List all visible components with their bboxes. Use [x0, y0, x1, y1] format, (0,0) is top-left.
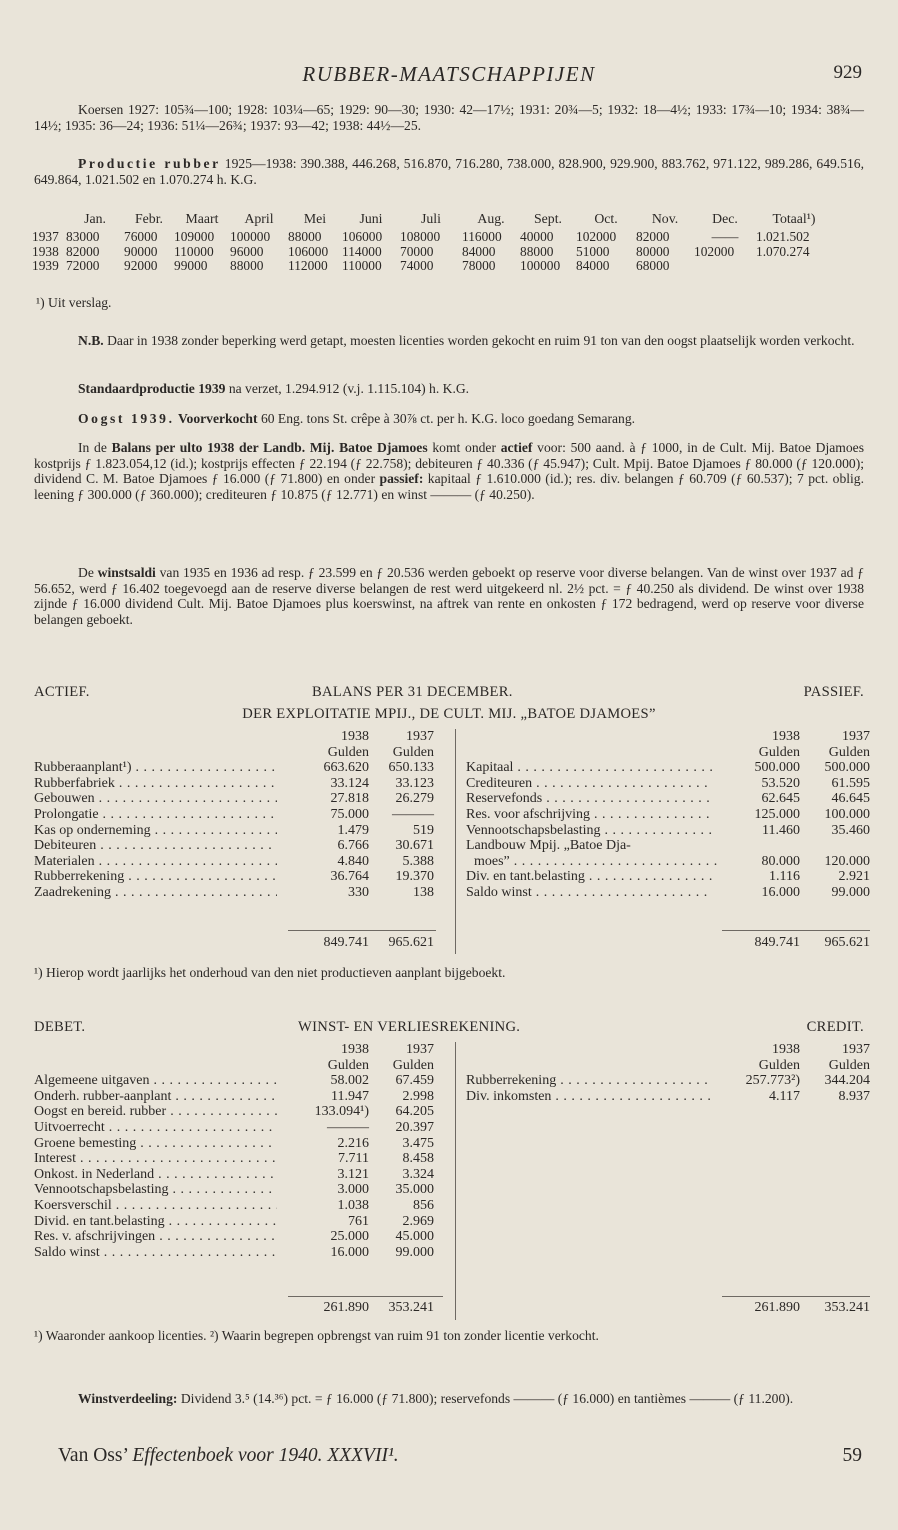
production-col-header: Oct. [594, 211, 618, 226]
line-item [466, 838, 866, 854]
production-cell: 72000 [66, 258, 100, 274]
line-item [466, 775, 870, 792]
value-1937: 99.000 [395, 1244, 434, 1260]
value-1938: 500.000 [754, 760, 800, 776]
production-cell: 84000 [462, 243, 496, 259]
value-1937: 2.998 [402, 1088, 434, 1104]
nb-text: Daar in 1938 zonder beperking werd getapt, moesten licenties worden gekocht en ruim 91 ton van den oogst plaatselijk worden verkocht. [107, 333, 855, 348]
value-1937: 100.000 [824, 806, 870, 822]
line-item-label: Res. v. afschrijvingen . . . [34, 1229, 277, 1245]
value-1937: 26.279 [395, 791, 434, 807]
value-1938: 125.000 [754, 806, 800, 822]
line-item-label: Algemeene uitgaven . . . [34, 1073, 277, 1089]
currency-1938: Gulden [758, 1057, 800, 1073]
year-1937: 1937 [842, 729, 870, 744]
total-1937: 353.241 [824, 1300, 870, 1315]
balance-total-rule-left [288, 930, 436, 931]
production-cell: 102000 [576, 228, 617, 244]
footer-page-number: 59 [842, 1445, 862, 1466]
oogst-text: 60 Eng. tons St. crêpe à 30⅞ ct. per h. K.G. loco goedang Semarang. [260, 411, 636, 426]
currency-1937: Gulden [392, 1057, 434, 1073]
production-cell: 1939 [32, 258, 59, 274]
line-item-label: Saldo winst . . . [466, 885, 712, 901]
production-cell: 88000 [520, 243, 554, 259]
line-item-label: Rubberfabriek . . . [34, 776, 277, 792]
line-item-label: Materialen . . . [34, 854, 277, 870]
line-item-label: Oogst en bereid. rubber . . . [34, 1104, 277, 1120]
page-title: RUBBER-MAATSCHAPPIJEN [302, 62, 596, 86]
production-col-header: April [244, 211, 274, 226]
line-item-label: Saldo winst . . . [34, 1245, 277, 1261]
production-col-header [32, 212, 66, 230]
production-cell: 82000 [636, 228, 670, 244]
production-col-header: Mei [303, 211, 327, 226]
value-1937: 8.937 [838, 1088, 870, 1104]
value-1938: 11.460 [762, 822, 800, 838]
footer-source-plain: Van Oss’ [58, 1445, 128, 1466]
production-cell: 74000 [400, 258, 434, 274]
production-col-header: Sept. [534, 211, 562, 226]
pl-debet [34, 1042, 439, 1315]
line-item-label: Kapitaal . . . [466, 760, 712, 776]
value-1937: 3.475 [402, 1135, 434, 1151]
line-item [34, 838, 434, 854]
line-item-label: Div. inkomsten . . . [466, 1089, 712, 1105]
line-item [34, 1120, 439, 1136]
production-col-header: Aug. [477, 211, 505, 226]
value-1937: 45.000 [395, 1229, 434, 1245]
line-item-label: Rubberrekening . . . [466, 1073, 712, 1089]
line-item [466, 869, 870, 885]
total-1938: 261.890 [754, 1300, 800, 1315]
currency-1937: Gulden [828, 1057, 870, 1073]
total-1937: 965.621 [824, 935, 870, 950]
value-1938: 53.520 [761, 775, 800, 791]
line-item-label: Prolongatie . . . [34, 807, 277, 823]
line-item-label: moes” . . . [466, 854, 720, 870]
production-cell: 100000 [520, 258, 561, 274]
production-cell: 1.021.502 [756, 228, 810, 244]
debet-heading: DEBET. [34, 1019, 86, 1035]
productie-label: Productie rubber [78, 156, 221, 171]
production-cell: 88000 [288, 228, 322, 244]
year-1938: 1938 [341, 1042, 369, 1057]
production-footnote-text: ¹) Uit verslag. [36, 295, 112, 310]
column-currency-row [466, 1057, 870, 1074]
oogst-label2: Voorverkocht [177, 411, 258, 426]
winstverdeeling-label: Winstverdeeling: [78, 1391, 178, 1406]
column-currency-row [466, 744, 870, 761]
column-year-row [34, 729, 434, 745]
productie-text: 1925—1938: 390.388, 446.268, 516.870, 716.280, 738.000, 828.900, 929.900, 883.762, 971.122, 989.286, 649.516, 649.864, 1.021.502 en 1.070.274 h. K.G. [34, 156, 864, 187]
line-item [34, 885, 434, 901]
balans-text-4: kapitaal ƒ 1.610.000 (id.); res. div. belangen ƒ 60.709 (ƒ 60.537); 7 pct. oblig. leening ƒ 300.000 (ƒ 360.000); crediteuren ƒ 10.875 (ƒ 12.771) en winst ——— (ƒ 40.250). [34, 471, 864, 502]
line-item [34, 1229, 439, 1245]
line-item-label: Res. voor afschrijving . . . [466, 807, 712, 823]
running-header [0, 62, 898, 88]
value-1938: 4.840 [337, 853, 369, 869]
total-1938: 849.741 [754, 935, 800, 950]
production-cell: 83000 [66, 228, 100, 244]
total-1938: 261.890 [323, 1300, 369, 1315]
value-1938: 4.117 [769, 1088, 800, 1104]
production-cell [694, 259, 756, 274]
production-row [32, 230, 832, 245]
credit-heading: CREDIT. [806, 1019, 864, 1035]
value-1938: 1.116 [769, 869, 800, 885]
value-1937: 61.595 [831, 775, 870, 791]
column-year-row [34, 1042, 439, 1058]
balance-actief [34, 729, 434, 950]
oogst-paragraph [34, 411, 864, 427]
production-cell: 100000 [230, 228, 271, 244]
production-cell: 116000 [462, 228, 502, 244]
line-item-label: Div. en tant.belasting . . . [466, 869, 712, 885]
production-cell: 96000 [230, 243, 264, 259]
value-1938: 75.000 [330, 806, 369, 822]
line-item [34, 1104, 439, 1120]
production-cell: 80000 [636, 243, 670, 259]
line-item [466, 791, 870, 807]
value-1938: 663.620 [323, 760, 369, 776]
koersen-paragraph [34, 102, 864, 133]
balans-bold-1: Balans per ulto 1938 der Landb. Mij. Batoe Djamoes [111, 440, 428, 455]
production-cell: —— [711, 228, 739, 244]
line-item-label: Divid. en tant.belasting . . . [34, 1214, 277, 1230]
value-1937: 8.458 [402, 1151, 434, 1167]
balans-heading: BALANS PER 31 DECEMBER. [312, 684, 513, 700]
line-item [34, 1182, 439, 1198]
value-1938: 36.764 [330, 869, 369, 885]
winstverdeeling-paragraph [34, 1391, 864, 1407]
value-1938: 58.002 [330, 1073, 369, 1089]
line-item [34, 854, 434, 870]
winstverdeeling-text: Dividend 3.⁵ (14.³⁶) pct. = ƒ 16.000 (ƒ 71.800); reservefonds ——— (ƒ 16.000) en tantièmes ——— (ƒ 11.200). [180, 1391, 794, 1406]
footer-source [58, 1445, 399, 1467]
year-1938: 1938 [772, 729, 800, 744]
currency-1937: Gulden [392, 744, 434, 760]
production-col-header: Nov. [651, 211, 679, 226]
total-row [34, 1300, 439, 1316]
line-item-label: Reservefonds . . . [466, 791, 712, 807]
standaard-paragraph [34, 381, 864, 397]
standaard-text: na verzet, 1.294.912 (v.j. 1.115.104) h. K.G. [228, 381, 470, 396]
total-row [466, 935, 870, 951]
production-cell: 92000 [124, 258, 158, 274]
line-item [34, 807, 434, 823]
production-col-header: Dec. [712, 211, 738, 226]
line-item-label: Onkost. in Nederland . . . [34, 1167, 277, 1183]
line-item-label: Onderh. rubber-aanplant . . . [34, 1089, 277, 1105]
line-item-label: Landbouw Mpij. „Batoe Dja- [466, 838, 631, 854]
year-1937: 1937 [406, 729, 434, 744]
value-1937: 344.204 [824, 1073, 870, 1089]
production-cell [756, 259, 832, 274]
line-item [34, 1136, 439, 1152]
total-row [34, 935, 434, 951]
koersen-text: Koersen 1927: 105¾—100; 1928: 103¼—65; 1929: 90—30; 1930: 42—17½; 1931: 20¾—5; 1932: 18—4½; 1933: 17¾—10; 1934: 38¾—14½; 1935: 36—24; 1936: 51¼—26¾; 1937: 93—42; 1938: 44½—25. [34, 102, 864, 133]
year-1937: 1937 [842, 1042, 870, 1057]
nb-label: N.B. [78, 333, 104, 348]
production-table-header [32, 212, 832, 230]
winstsaldi-text-1: De [78, 565, 94, 580]
line-item-label: Groene bemesting . . . [34, 1136, 277, 1152]
production-cell: 102000 [694, 243, 735, 259]
production-col-header: Totaal¹) [772, 211, 816, 226]
value-1938: 33.124 [330, 775, 369, 791]
value-1937: 20.397 [395, 1119, 434, 1135]
value-1938: 2.216 [337, 1135, 369, 1151]
column-year-row [466, 729, 870, 745]
line-item [466, 1088, 870, 1105]
line-item-label: Gebouwen . . . [34, 791, 277, 807]
value-1938: 16.000 [330, 1244, 369, 1260]
production-col-header: Jan. [84, 211, 106, 226]
value-1937: 19.370 [395, 869, 434, 885]
value-1938: 27.818 [330, 791, 369, 807]
line-item-label: Koersverschil . . . [34, 1198, 277, 1214]
production-cell: 99000 [174, 258, 208, 274]
page-footer [34, 1445, 864, 1471]
value-1937: 46.645 [831, 791, 870, 807]
winstsaldi-bold: winstsaldi [97, 565, 156, 580]
footer-source-italic: Effectenboek voor 1940. XXXVII¹. [132, 1445, 399, 1466]
line-item-label: Vennootschapsbelasting . . . [34, 1182, 277, 1198]
value-1938: 6.766 [337, 838, 369, 854]
line-item-label: Debiteuren . . . [34, 838, 277, 854]
value-1938: 62.645 [761, 791, 800, 807]
balans-text-2: komt onder [432, 440, 496, 455]
pl-divider [455, 1042, 456, 1320]
production-cell: 1938 [32, 243, 59, 259]
value-1938: 1.038 [337, 1197, 369, 1213]
line-item [34, 776, 434, 792]
production-cell: 112000 [288, 258, 328, 274]
value-1937: 99.000 [831, 884, 870, 900]
line-item [34, 1151, 439, 1167]
production-cell: 84000 [576, 258, 610, 274]
actief-heading: ACTIEF. [34, 684, 90, 700]
total-1937: 353.241 [388, 1300, 434, 1315]
line-item [34, 1167, 439, 1183]
balans-bold-3: passief: [379, 471, 424, 486]
production-cell: 90000 [124, 243, 158, 259]
production-footnote [34, 295, 864, 311]
production-cell: 68000 [636, 258, 670, 274]
balans-text-3: voor: 500 aand. à ƒ 1000, in de Cult. Mij. Batoe Djamoes kostprijs ƒ 1.823.054,12 (id.); kostprijs effecten ƒ 22.194 (ƒ 22.758); debiteuren ƒ 40.336 (ƒ 45.947); Cult. Mpij. Batoe Djamoes ƒ 80.000 (ƒ 120.000); dividend C. M. Batoe Djamoes ƒ 16.000 (ƒ 71.800) en onder [34, 440, 864, 486]
line-item-label: Zaadrekening . . . [34, 885, 277, 901]
production-cell: 82000 [66, 243, 100, 259]
line-item-label: Vennootschapsbelasting . . . [466, 823, 712, 839]
line-item [34, 760, 434, 776]
line-item [34, 1198, 439, 1214]
value-1938: 133.094¹) [314, 1104, 369, 1120]
line-item [466, 760, 870, 776]
column-year-row [466, 1042, 870, 1058]
balans-bold-2: actief [500, 440, 533, 455]
production-cell: 51000 [576, 243, 610, 259]
line-item-label: Rubberaanplant¹) . . . [34, 760, 277, 776]
production-row [32, 245, 832, 260]
line-item [34, 823, 434, 839]
value-1937: 35.460 [831, 822, 870, 838]
production-cell: 78000 [462, 258, 496, 274]
winstsaldi-text-2: van 1935 en 1936 ad resp. ƒ 23.599 en ƒ 20.536 werden geboekt op reserve voor diverse belangen. Van de winst over 1937 ad ƒ 56.652, werd ƒ 16.402 toegevoegd aan de reserve diverse belangen de rest werd uitgekeerd nl. 2½ pct. = ƒ 40.250 als dividend. De winst over 1938 zijnde ƒ 16.000 dividend Cult. Mij. Batoe Djamoes plus koerswinst, na aftrek van rente en onkosten ƒ 172 bedragend, werd op reserve voor diverse belangen geboekt. [34, 565, 865, 627]
balance-footnote: ¹) Hierop wordt jaarlijks het onderhoud van den niet productieven aanplant bijgeboekt. [34, 965, 506, 980]
value-1937: 64.205 [395, 1104, 434, 1120]
productie-paragraph [34, 156, 864, 187]
value-1938: 330 [348, 884, 369, 900]
nb-paragraph [34, 333, 864, 349]
value-1937: 2.969 [402, 1213, 434, 1229]
production-cell: 110000 [342, 258, 382, 274]
winstsaldi-paragraph [34, 565, 864, 627]
production-col-header: Febr. [135, 211, 163, 226]
line-item [466, 806, 870, 823]
value-1938: 3.000 [337, 1182, 369, 1198]
passief-heading: PASSIEF. [803, 684, 864, 700]
value-1937: 138 [413, 884, 434, 900]
production-cell: 114000 [342, 243, 382, 259]
balance-total-rule-right [722, 930, 870, 931]
value-1937: 35.000 [395, 1182, 434, 1198]
production-cell: 70000 [400, 243, 434, 259]
value-1937: 856 [413, 1197, 434, 1213]
value-1938: 16.000 [761, 884, 800, 900]
pl-total-rule-left [288, 1296, 443, 1297]
total-row [466, 1300, 870, 1316]
line-item [34, 791, 434, 807]
line-item [34, 1214, 439, 1230]
line-item [34, 1089, 439, 1105]
value-1938: ——— [327, 1119, 369, 1135]
line-item-label: Interest . . . [34, 1151, 277, 1167]
currency-1938: Gulden [758, 744, 800, 760]
column-currency-row [34, 745, 434, 761]
value-1937: 33.123 [395, 775, 434, 791]
production-cell: 1937 [32, 228, 59, 244]
total-1938: 849.741 [323, 935, 369, 950]
pl-footnote: ¹) Waaronder aankoop licenties. ²) Waarin begrepen opbrengst van ruim 91 ton zonder licentie verkocht. [34, 1328, 599, 1343]
line-item [466, 884, 870, 901]
pl-total-rule-right [722, 1296, 870, 1297]
year-1938: 1938 [772, 1042, 800, 1057]
year-1937: 1937 [406, 1042, 434, 1057]
standaard-label: Standaardproductie 1939 [78, 381, 226, 396]
production-col-header: Juli [421, 211, 441, 226]
line-item [34, 1073, 439, 1089]
value-1938: 25.000 [330, 1229, 369, 1245]
column-currency-row [34, 1058, 439, 1074]
value-1938: 3.121 [337, 1166, 369, 1182]
currency-1937: Gulden [828, 744, 870, 760]
balance-passief [466, 729, 870, 950]
line-item-label: Kas op onderneming . . . [34, 823, 277, 839]
line-item [34, 1245, 439, 1261]
balans-text-1: In de [78, 440, 107, 455]
balance-divider [455, 729, 456, 954]
production-cell: 40000 [520, 228, 554, 244]
production-table-body [32, 230, 832, 274]
value-1938: 1.479 [337, 822, 369, 838]
line-item-label: Rubberrekening . . . [34, 869, 277, 885]
oogst-label: Oogst 1939. [78, 411, 175, 426]
value-1938: 7.711 [338, 1151, 369, 1167]
value-1937: 519 [413, 822, 434, 838]
balans-subtitle: DER EXPLOITATIE MPIJ., DE CULT. MIJ. „BATOE DJAMOES” [242, 706, 656, 722]
value-1937: 5.388 [402, 853, 434, 869]
line-item-label: Uitvoerrecht . . . [34, 1120, 277, 1136]
production-col-header: Juni [359, 211, 383, 226]
value-1938: 80.000 [761, 853, 800, 869]
value-1937: 67.459 [395, 1073, 434, 1089]
value-1937: 2.921 [838, 869, 870, 885]
value-1938: 761 [348, 1213, 369, 1229]
production-table [32, 212, 832, 274]
value-1937: 120.000 [824, 853, 870, 869]
line-item [34, 869, 434, 885]
production-cell: 108000 [400, 228, 441, 244]
value-1938: 11.947 [331, 1088, 369, 1104]
value-1937: 650.133 [388, 760, 434, 776]
currency-1938: Gulden [327, 744, 369, 760]
page-number: 929 [833, 62, 862, 83]
total-1937: 965.621 [388, 935, 434, 950]
production-cell: 110000 [174, 243, 214, 259]
production-cell: 106000 [342, 228, 383, 244]
pl-heading: WINST- EN VERLIESREKENING. [298, 1019, 521, 1035]
value-1938: 257.773²) [745, 1073, 800, 1089]
value-1937: 500.000 [824, 760, 870, 776]
line-item [466, 822, 870, 839]
value-1937: 3.324 [402, 1166, 434, 1182]
production-row [32, 259, 832, 274]
value-1937: 30.671 [395, 838, 434, 854]
value-1937: ——— [392, 806, 434, 822]
production-cell: 1.070.274 [756, 243, 810, 259]
production-cell: 76000 [124, 228, 158, 244]
pl-credit [466, 1042, 870, 1315]
line-item [466, 1073, 870, 1089]
balans-paragraph [34, 440, 864, 502]
line-item [466, 853, 870, 870]
year-1938: 1938 [341, 729, 369, 744]
currency-1938: Gulden [327, 1057, 369, 1073]
production-cell: 106000 [288, 243, 329, 259]
line-item-label: Crediteuren . . . [466, 776, 712, 792]
production-cell: 109000 [174, 228, 215, 244]
production-col-header: Maart [185, 211, 219, 226]
production-cell: 88000 [230, 258, 264, 274]
